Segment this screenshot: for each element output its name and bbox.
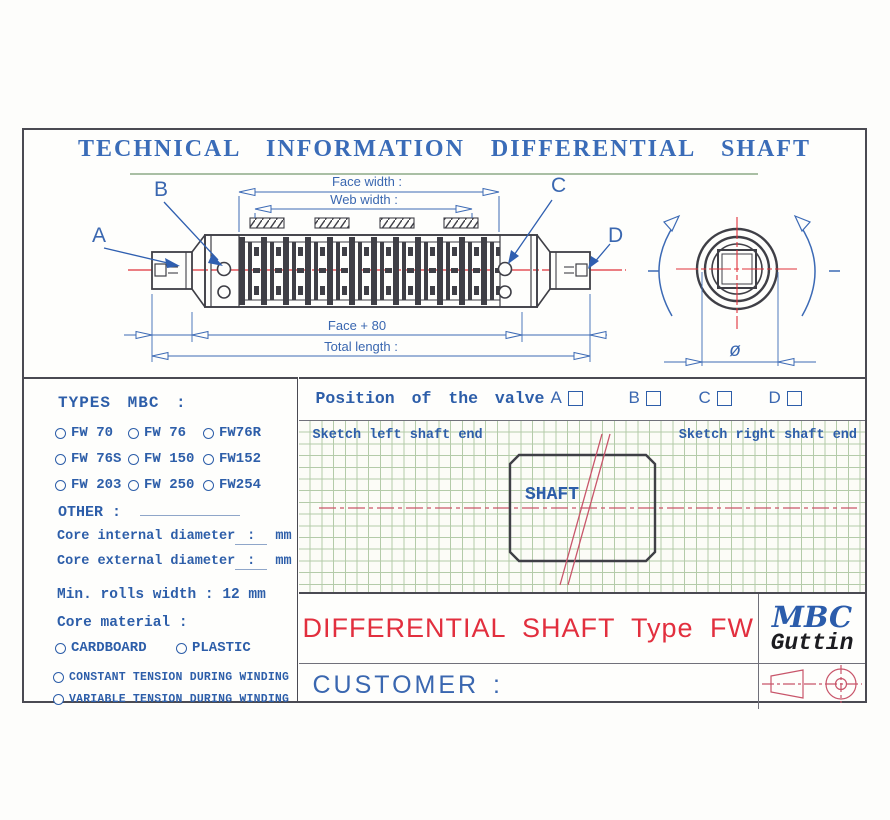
radio-fw76[interactable] bbox=[128, 428, 139, 439]
type-option-fw76r[interactable]: FW76R bbox=[203, 425, 261, 441]
other-label: OTHER : bbox=[58, 504, 122, 521]
core-internal-input[interactable]: : bbox=[235, 529, 267, 545]
shaft-sketch-overlay bbox=[299, 421, 865, 592]
checkbox-valve-a[interactable] bbox=[568, 391, 583, 406]
page-title: TECHNICAL INFORMATION DIFFERENTIAL SHAFT bbox=[78, 136, 811, 162]
radio-fw150[interactable] bbox=[128, 454, 139, 465]
shaft-end-view bbox=[648, 216, 840, 366]
radio-constant-tension[interactable] bbox=[53, 672, 64, 683]
radio-variable-tension[interactable] bbox=[53, 694, 64, 705]
valve-position-c[interactable]: C bbox=[699, 388, 732, 408]
dim-face-plus-80: Face + 80 bbox=[327, 318, 387, 333]
valve-position-row bbox=[299, 379, 866, 421]
material-option-plastic[interactable]: PLASTIC bbox=[176, 640, 251, 656]
type-option-fw70[interactable]: FW 70 bbox=[55, 425, 113, 441]
type-option-fw152[interactable]: FW152 bbox=[203, 451, 261, 467]
type-option-fw203[interactable]: FW 203 bbox=[55, 477, 121, 493]
shaft-body-outline bbox=[152, 235, 590, 307]
tension-option-variable[interactable]: VARIABLE TENSION DURING WINDING bbox=[53, 693, 289, 706]
type-option-fw250[interactable]: FW 250 bbox=[128, 477, 194, 493]
core-material-label: Core material : bbox=[57, 615, 188, 631]
break-line-2 bbox=[568, 434, 610, 585]
shaft-box-label: SHAFT bbox=[524, 485, 579, 505]
label-c: C bbox=[551, 174, 567, 197]
type-option-fw76[interactable]: FW 76 bbox=[128, 425, 186, 441]
right-column bbox=[299, 377, 866, 701]
min-rolls-width: Min. rolls width : 12 mm bbox=[57, 587, 266, 603]
customer-label: CUSTOMER : bbox=[312, 671, 503, 699]
core-internal-unit: mm bbox=[275, 529, 292, 544]
core-external-label: Core external diameter bbox=[57, 554, 236, 569]
first-angle-projection-icon bbox=[759, 664, 865, 704]
brand-guttin: Guttin bbox=[770, 629, 854, 656]
radio-fw250[interactable] bbox=[128, 480, 139, 491]
label-d: D bbox=[608, 224, 624, 247]
valve-row-label: Position of the valve bbox=[315, 389, 545, 408]
dim-web-width: Web width : bbox=[330, 192, 398, 207]
valve-position-b[interactable]: B bbox=[629, 388, 661, 408]
checkbox-valve-c[interactable] bbox=[717, 391, 732, 406]
type-option-fw150[interactable]: FW 150 bbox=[128, 451, 194, 467]
label-a: A bbox=[92, 224, 107, 247]
sketch-right-label: Sketch right shaft end bbox=[678, 428, 857, 443]
shaft-technical-drawing bbox=[24, 130, 865, 377]
web-hatch-pads bbox=[250, 218, 478, 228]
projection-symbol-cell bbox=[758, 664, 865, 709]
type-option-fw254[interactable]: FW254 bbox=[203, 477, 261, 493]
drawing-sheet-frame bbox=[22, 128, 867, 706]
type-option-fw76s[interactable]: FW 76S bbox=[55, 451, 121, 467]
valve-position-a[interactable]: A bbox=[551, 388, 583, 408]
title-block-row bbox=[299, 594, 866, 664]
radio-fw76s[interactable] bbox=[55, 454, 66, 465]
radio-fw254[interactable] bbox=[203, 480, 214, 491]
valve-position-d[interactable]: D bbox=[769, 388, 802, 408]
label-b: B bbox=[154, 178, 169, 201]
radio-fw152[interactable] bbox=[203, 454, 214, 465]
material-option-cardboard[interactable]: CARDBOARD bbox=[55, 640, 147, 656]
types-title: TYPES MBC : bbox=[58, 394, 187, 412]
sketch-left-label: Sketch left shaft end bbox=[312, 428, 483, 443]
radio-plastic[interactable] bbox=[176, 643, 187, 654]
diameter-symbol: ø bbox=[729, 340, 741, 361]
brand-logo-cell bbox=[758, 594, 865, 663]
brand-mbc: MBC bbox=[771, 599, 853, 634]
radio-fw70[interactable] bbox=[55, 428, 66, 439]
checkbox-valve-d[interactable] bbox=[787, 391, 802, 406]
checkbox-valve-b[interactable] bbox=[646, 391, 661, 406]
dim-face-width: Face width : bbox=[331, 174, 403, 189]
core-external-unit: mm bbox=[275, 554, 292, 569]
tension-option-constant[interactable]: CONSTANT TENSION DURING WINDING bbox=[53, 671, 289, 684]
core-external-input[interactable]: : bbox=[235, 554, 267, 570]
radio-cardboard[interactable] bbox=[55, 643, 66, 654]
break-line-1 bbox=[560, 434, 602, 585]
radio-fw76r[interactable] bbox=[203, 428, 214, 439]
types-panel bbox=[24, 377, 298, 706]
radio-fw203[interactable] bbox=[55, 480, 66, 491]
other-input-line[interactable] bbox=[140, 502, 240, 516]
dim-total-length: Total length : bbox=[324, 339, 398, 354]
customer-row bbox=[299, 664, 866, 709]
sketch-grid-area[interactable] bbox=[299, 421, 866, 594]
product-title: DIFFERENTIAL SHAFT Type FW bbox=[302, 613, 755, 643]
core-internal-label: Core internal diameter bbox=[57, 529, 236, 544]
